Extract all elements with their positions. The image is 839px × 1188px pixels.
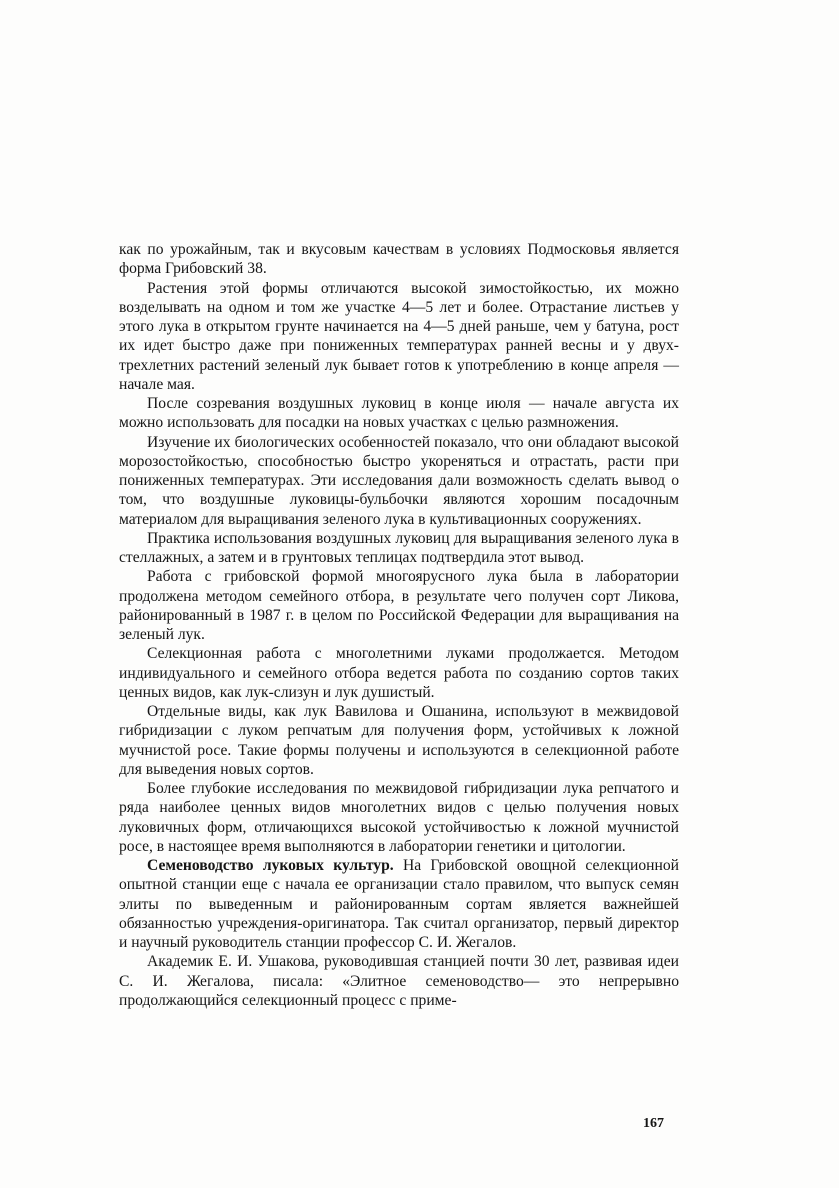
run-in-heading: Семеноводство луковых культур. xyxy=(147,857,394,874)
paragraph: Практика использования воздушных луковиц для выращивания зеленого лука в стеллажных, а затем и в грунтовых теплицах подтвердила этот вывод. xyxy=(119,529,679,566)
paragraph: Работа с грибовской формой многоярусного лука была в лаборатории продолжена методом семейного отбора, в результате чего получен сорт Ликова, районированный в 1987 г. в целом по Российской Федерации для выращивания на зеленый лук. xyxy=(119,568,679,643)
paragraph: После созревания воздушных луковиц в конце июля — начале августа их можно использовать для посадки на новых участках с целью размножения. xyxy=(119,395,679,432)
page-number: 167 xyxy=(643,1116,664,1131)
body-text xyxy=(119,240,679,1010)
paragraph: Селекционная работа с многолетними луками продолжается. Методом индивидуального и семейного отбора ведется работа по созданию сортов таких ценных видов, как лук-слизун и лук душистый. xyxy=(119,645,679,701)
paragraph: Растения этой формы отличаются высокой зимостойкостью, их можно возделывать на одном и том же участке 4—5 лет и более. Отрастание листьев у этого лука в открытом грунте начинается на 4—5 дней раньше, чем у батуна, рост их идет быстро даже при пониженных температурах ранней весны и у двух-трехлетних растений зеленый лук бывает готов к употреблению в конце апреля — начале мая. xyxy=(119,279,679,393)
paragraph-continuation: как по урожайным, так и вкусовым качествам в условиях Подмосковья является форма Грибовский 38. xyxy=(119,241,679,278)
paragraph: Академик Е. И. Ушакова, руководившая станцией почти 30 лет, развивая идеи С. И. Жегалова, писала: «Элитное семеноводство— это непрерывно продолжающийся селекционный процесс с приме- xyxy=(119,953,679,1009)
paragraph: Более глубокие исследования по межвидовой гибридизации лука репчатого и ряда наиболее ценных видов многолетних видов с целью получения новых луковичных форм, отличающихся высокой устойчивостью к ложной мучнистой росе, в настоящее время выполняются в лаборатории генетики и цитологии. xyxy=(119,780,679,855)
paragraph: Отдельные виды, как лук Вавилова и Ошанина, используют в межвидовой гибридизации с луком репчатым для получения форм, устойчивых к ложной мучнистой росе. Такие формы получены и используются в селекционной работе для выведения новых сортов. xyxy=(119,703,679,778)
paragraph: Изучение их биологических особенностей показало, что они обладают высокой морозостойкостью, способностью быстро укореняться и отрастать, расти при пониженных температурах. Эти исследования дали возможность сделать вывод о том, что воздушные луковицы-бульбочки являются хорошим посадочным материалом для выращивания зеленого лука в культивационных сооружениях. xyxy=(119,433,679,528)
paragraph-section-heading: Семеноводство луковых культур. На Грибовской овощной селекционной опытной станции еще с начала ее организации стало правилом, что выпуск семян элиты по выведенным и районированным сортам является важнейшей обязанностью учреждения-оригинатора. Так считал организатор, первый директор и научный руководитель станции профессор С. И. Жегалов. xyxy=(119,857,679,951)
